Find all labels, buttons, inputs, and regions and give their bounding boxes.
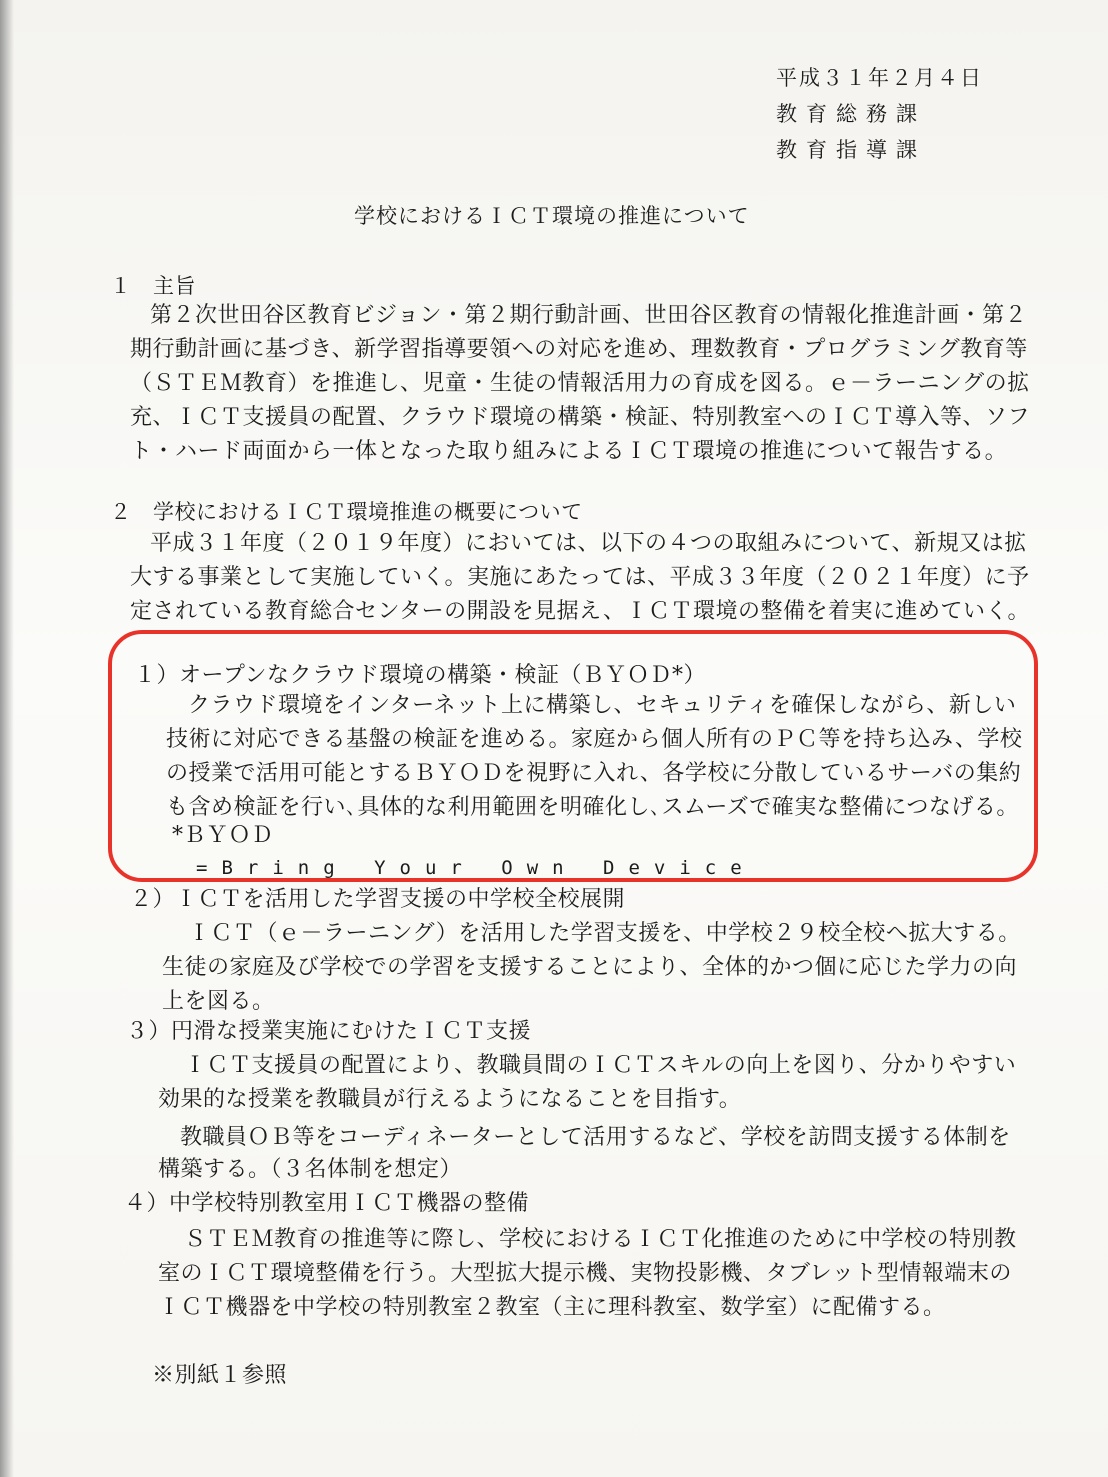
header-dept-general-affairs: 教育総務課 — [776, 102, 926, 126]
item1-line: クラウド環境をインターネット上に構築し、セキュリティを確保しながら、新しい — [188, 693, 1017, 718]
section1-heading: １ 主旨 — [110, 274, 196, 298]
item1-line: 技術に対応できる基盤の検証を進める。家庭から個人所有のＰＣ等を持ち込み、学校 — [166, 727, 1023, 752]
section2-heading: ２ 学校におけるＩＣＴ環境推進の概要について — [110, 500, 583, 524]
item3-heading: ３）円滑な授業実施にむけたＩＣＴ支援 — [126, 1019, 532, 1044]
section2-line: 大する事業として実施していく。実施にあたっては、平成３３年度（２０２１年度）に予 — [130, 565, 1030, 590]
section1-line: 第２次世田谷区教育ビジョン・第２期行動計画、世田谷区教育の情報化推進計画・第２ — [150, 303, 1028, 328]
item3-line: ＩＣＴ支援員の配置により、教職員間のＩＣＴスキルの向上を図り、分かりやすい — [184, 1053, 1017, 1078]
item2-heading: ２）ＩＣＴを活用した学習支援の中学校全校展開 — [130, 887, 626, 912]
item4-line: ＩＣＴ機器を中学校の特別教室２教室（主に理科教室、数学室）に配備する。 — [158, 1295, 946, 1320]
byod-note-text: =Bring Your Own Device — [196, 857, 756, 879]
attachment-reference-note: ※別紙１参照 — [152, 1363, 288, 1388]
section1-line: 期行動計画に基づき、新学習指導要領への対応を進め、理数教育・プログラミング教育等 — [130, 337, 1028, 362]
item2-line: 生徒の家庭及び学校での学習を支援することにより、全体的かつ個に応じた学力の向 — [162, 955, 1018, 980]
item4-heading: ４）中学校特別教室用ＩＣＴ機器の整備 — [124, 1191, 530, 1216]
item1-heading: １）オープンなクラウド環境の構築・検証（ＢＹＯＤ*） — [134, 663, 707, 688]
item4-line: 室のＩＣＴ環境整備を行う。大型拡大提示機、実物投影機、タブレット型情報端末の — [158, 1261, 1012, 1286]
byod-note-label: *ＢＹＯＤ — [172, 823, 274, 848]
item3-line: 教職員ＯＢ等をコーディネーターとして活用するなど、学校を訪問支援する体制を — [180, 1125, 1011, 1150]
section2-line: 定されている教育総合センターの開設を見据え、ＩＣＴ環境の整備を着実に進めていく。 — [130, 599, 1031, 624]
item1-line: も含め検証を行い､具体的な利用範囲を明確化し､スムーズで確実な整備につなげる。 — [166, 795, 1019, 820]
item1-line: の授業で活用可能とするＢＹＯＤを視野に入れ、各学校に分散しているサーバの集約 — [166, 761, 1022, 786]
item4-line: ＳＴＥＭ教育の推進等に際し、学校におけるＩＣＴ化推進のために中学校の特別教 — [184, 1227, 1017, 1252]
item3-line: 構築する。（３名体制を想定） — [158, 1157, 463, 1182]
item3-line: 効果的な授業を教職員が行えるようになることを目指す。 — [158, 1087, 742, 1112]
header-date: 平成３１年２月４日 — [776, 66, 983, 90]
item2-line: 上を図る。 — [162, 989, 275, 1014]
section1-line: 充、ＩＣＴ支援員の配置、クラウド環境の構築・検証、特別教室へのＩＣＴ導入等、ソフ — [130, 405, 1031, 430]
page-shadow-edge — [0, 0, 14, 1477]
section1-line: ト・ハード両面から一体となった取り組みによるＩＣＴ環境の推進について報告する。 — [130, 439, 1008, 464]
header-dept-guidance: 教育指導課 — [776, 138, 926, 162]
document-title: 学校におけるＩＣＴ環境の推進について — [354, 204, 750, 228]
item2-line: ＩＣＴ（ｅ－ラーニング）を活用した学習支援を、中学校２９校全校へ拡大する。 — [188, 921, 1021, 946]
section2-line: 平成３１年度（２０１９年度）においては、以下の４つの取組みについて、新規又は拡 — [150, 531, 1027, 556]
section1-line: （ＳＴＥＭ教育）を推進し、児童・生徒の情報活用力の育成を図る。ｅ－ラーニングの拡 — [130, 371, 1030, 396]
